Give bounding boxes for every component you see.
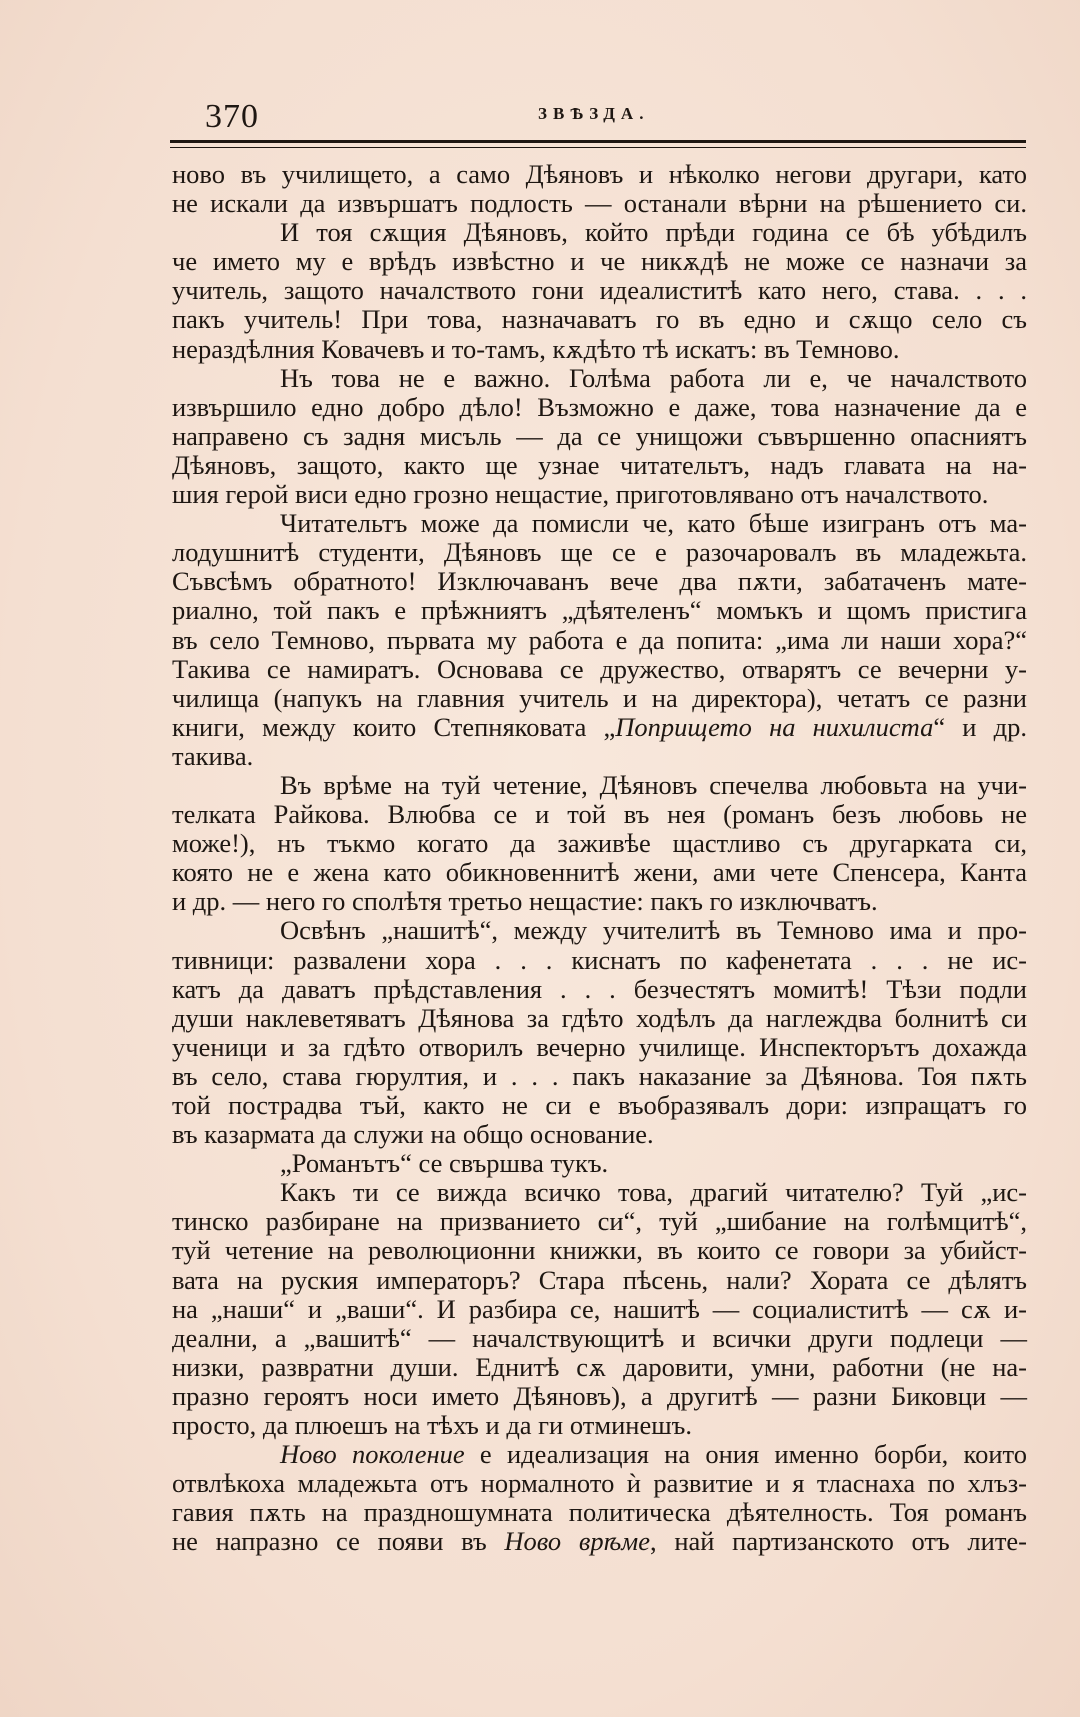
text-line: празно героятъ носи името Дѣяновъ), а другитѣ — разни Биковци — bbox=[172, 1380, 1027, 1411]
page-number: 370 bbox=[205, 98, 259, 135]
text-line: въ казармата да служи на общо основание. bbox=[172, 1119, 654, 1150]
text-line-with-italic bbox=[172, 713, 1027, 742]
text-line: души наклеветяватъ Дѣянова за гдѣто ходѣлъ да наглеждва болнитѣ си bbox=[172, 1002, 1027, 1033]
text-line: И тоя сѫщия Дѣяновъ, който прѣди година се бѣ убѣдилъ bbox=[280, 217, 1027, 248]
text-line: Съвсѣмъ обратното! Изключаванъ вече два пѫти, забатаченъ мате- bbox=[172, 566, 1027, 597]
text-line: ученици и за гдѣто отворилъ вечерно училище. Инспекторътъ дохажда bbox=[172, 1031, 1027, 1062]
body-text bbox=[172, 160, 1027, 1557]
text-line: може!), нъ тъкмо когато да заживѣе щастливо съ другарката си, bbox=[172, 828, 1027, 859]
header-rule-thick bbox=[170, 140, 1026, 143]
page-header bbox=[170, 90, 1030, 140]
text-segment: книги, между които Степняковата „ bbox=[172, 711, 616, 742]
header-rule-thin bbox=[170, 147, 1026, 148]
text-line: въ село Темново, първата му работа е да попита: „има ли наши хора?“ bbox=[172, 624, 1027, 655]
text-line: такива. bbox=[172, 740, 254, 771]
text-line: нераздѣлния Ковачевъ и то-тамъ, кѫдѣто тѣ искатъ: въ Темново. bbox=[172, 333, 900, 364]
text-line: Освѣнъ „нашитѣ“, между учителитѣ въ Темново има и про- bbox=[280, 915, 1027, 946]
text-line: тинско разбиране на призванието си“, туй „шибание на голѣмцитѣ“, bbox=[172, 1206, 1027, 1237]
text-line: чилища (напукъ на главния учитель и на директора), четатъ се разни bbox=[172, 682, 1027, 713]
text-line: Дѣяновъ, защото, както ще узнае читательтъ, надъ главата на на- bbox=[172, 449, 1027, 480]
text-line: че името му е врѣдъ извѣстно и че никѫдѣ не може се назначи за bbox=[172, 246, 1027, 277]
text-line: Какъ ти се вижда всичко това, драгий читателю? Туй „ис- bbox=[280, 1177, 1027, 1208]
italic-title-pirishte: Попрището на нихилиста bbox=[615, 711, 934, 742]
text-line: на „наши“ и „ваши“. И разбира се, нашитѣ — социалиститѣ — сѫ и- bbox=[172, 1293, 1027, 1324]
text-line: отвлѣкоха младежьта отъ нормалното ѝ развитие и я тласнаха по хлъз- bbox=[172, 1468, 1027, 1499]
text-line: Такива се намиратъ. Основава се дружество, отварятъ се вечерни у- bbox=[172, 653, 1027, 684]
text-line: деални, а „вашитѣ“ — началствующитѣ и всички други подлеци — bbox=[172, 1322, 1027, 1353]
text-line-with-italic bbox=[172, 1527, 1027, 1556]
text-line: тивници: развалени хора . . . киснатъ по кафенетата . . . не ис- bbox=[172, 944, 1027, 975]
text-line: телката Райкова. Влюбва се и той въ нея (романъ безъ любовь не bbox=[172, 799, 1027, 830]
text-line: гавия пѫть на празднoшумната политическа дѣятелность. Тоя романъ bbox=[172, 1497, 1027, 1528]
text-line: шия герой виси едно грозно нещастие, приготовлявано отъ началството. bbox=[172, 479, 989, 510]
text-line: учитель, защото началството гони идеалиститѣ като него, става. . . . bbox=[172, 275, 1027, 306]
text-line: пакъ учитель! При това, назначаватъ го въ едно и сѫщо село съ bbox=[172, 304, 1027, 335]
text-line: „Романътъ“ се свършва тукъ. bbox=[280, 1148, 609, 1179]
text-line: извършило едно добро дѣло! Възможно е даже, това назначение да е bbox=[172, 391, 1027, 422]
text-line: туй четение на революционни книжки, въ които се говори за убийст- bbox=[172, 1235, 1027, 1266]
text-segment: не напразно се появи въ bbox=[172, 1526, 505, 1557]
italic-title-novo-vreme: Ново врѣме bbox=[504, 1526, 650, 1557]
text-line: катъ да даватъ прѣдставления . . . безчестятъ момитѣ! Тѣзи подли bbox=[172, 973, 1027, 1004]
text-line: ново въ училището, а само Дѣяновъ и нѣколко негови другари, като bbox=[172, 159, 1027, 189]
text-line: която не е жена като обикновеннитѣ жени, ами чете Спенсера, Канта bbox=[172, 857, 1027, 888]
text-line: не искали да извършатъ подлость — останали вѣрни на рѣшението си. bbox=[172, 188, 1027, 219]
text-line: риално, той пакъ е прѣжниятъ „дѣятеленъ“ момъкъ и щомъ пристига bbox=[172, 595, 1027, 626]
text-line: просто, да плюешъ на тѣхъ и да ги отминешъ. bbox=[172, 1410, 692, 1441]
text-segment: , най партизанското отъ лите- bbox=[649, 1526, 1027, 1557]
text-line: лодушнитѣ студенти, Дѣяновъ ще се е разочаровалъ въ младежьта. bbox=[172, 537, 1027, 568]
text-line: низки, развратни души. Еднитѣ сѫ даровити, умни, работни (не на- bbox=[172, 1351, 1027, 1382]
text-line-with-italic bbox=[172, 1440, 1027, 1469]
running-title: ЗВѢЗДА. bbox=[538, 104, 650, 123]
text-segment: е идеализация на ония именно борби, които bbox=[464, 1439, 1027, 1470]
text-line: той пострадва тъй, както не си е въобразявалъ дори: изпращатъ го bbox=[172, 1090, 1027, 1120]
text-line: Нъ това не е важно. Голѣма работа ли е, че началството bbox=[280, 362, 1027, 393]
text-line: и др. — него го сполѣтя третьо нещастие: пакъ го изключватъ. bbox=[172, 886, 878, 917]
text-line: Читательтъ може да помисли че, като бѣше изигранъ отъ ма- bbox=[280, 508, 1027, 539]
text-line: въ село, става гюрултия, и . . . пакъ наказание за Дѣянова. Тоя пѫть bbox=[172, 1060, 1027, 1091]
text-line: направено съ задня мисъль — да се унищожи съвършенно опасниятъ bbox=[172, 420, 1027, 451]
text-line: вата на руския императоръ? Стара пѣсень, нали? Хората се дѣлятъ bbox=[172, 1264, 1027, 1295]
text-line: Въ врѣме на туй четение, Дѣяновъ спечелва любовьта на учи- bbox=[280, 769, 1027, 800]
italic-title-novo-pokolenie: Ново поколение bbox=[280, 1439, 465, 1470]
text-segment: “ и др. bbox=[933, 711, 1027, 742]
